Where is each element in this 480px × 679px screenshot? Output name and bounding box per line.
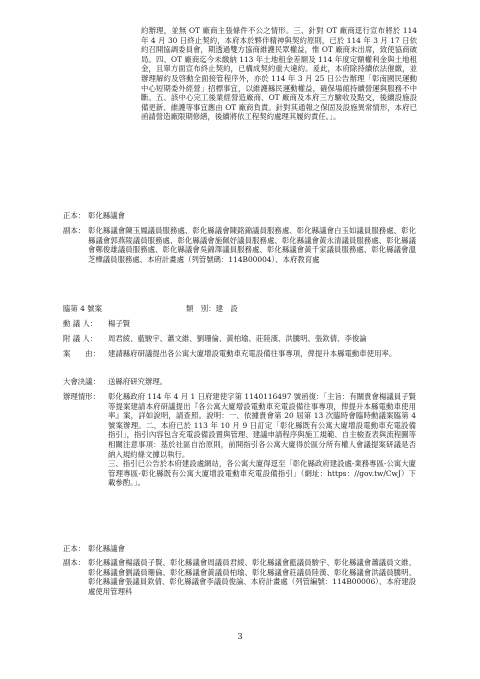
resolution-value: 送縣府研究辦理。 — [108, 377, 168, 386]
seconder-value: 周君綾、藍駿宇、蕭文維、劉珊倫、黃柏瑜、莊陸漢、洪騰明、張欽倩、李俊論 — [108, 334, 367, 343]
handling-label: 辦理情形： — [63, 392, 100, 401]
fuben-label: 副本： — [63, 226, 86, 235]
seconder-label: 附 議 人： — [63, 334, 98, 343]
handling-part-1: 彰化縣政府 114 年 4 月 1 日府建使字第 1140116497 號函復：「主旨：有關貴會楊議員子賢等提案建請本府研議提出『各公寓大廈增設電動車充電設備往事專項，俾提升本縣電動車使用率』案，詳如說明，請查照。說明：一、依據貴會第 20 屆第 13 次臨時會臨時動議案臨第 4 號案辦理。二、本府已於 113 年 10 月 9 日訂定「彰化縣既有公寓大廈增設電動車充電設備指引」，指引內容包含充電設備設置與管理、建議申請程序與施工規範、自主檢查表與流程圖等相關注意事項：基於社區自治原則，前開指引各公寓大廈得於區分所有權人會議提案研議是否納入規約條文據以執行。 — [108, 392, 416, 459]
previous-handling-text: 約辦理，並無 OT 廠商主張條件不公之情形。三、針對 OT 廠商逕行宣布將於 114 年 4 月 30 日終止契約，本府本於夥伴精神與契約原則，已於 114 年 3 月 17 日依約召開協調委員會，期透過雙方協商維護民眾權益，惟 OT 廠商未出席，致使協商破局。四、OT 廠商迄今未繳納 113 年土地租金差額及 114 年度定額權利金與土地租金，且單方面宣布終止契約，已構成契約重大違約。爰此，本府除持續依法催繳，並辦理解約及啓動全面接管程序外，亦於 114 年 3 月 25 日公告辦理「彰南國民運動中心短期委外經營」招標事宜，以維護縣民運動權益，確保場館持續營運與服務不中斷。五、該中心完工後業經營造廠商、OT 廠商及本府三方驗收及點交，後續設施設備更新、維護等事宜應由 OT 廠商負責。針對其通報之保固及設施異常情形，本府已函請營造廠限期修繕，後續將依工程契約處理其履約責任。」。 — [141, 26, 417, 122]
subject-label: 案 由： — [63, 349, 100, 358]
handling-value — [108, 392, 416, 488]
resolution-label: 大會決議： — [63, 377, 100, 386]
item-zhengben-label: 正本： — [63, 544, 86, 553]
subject-value: 建請縣府研議提出各公寓大廈增設電動車充電設備往事專項，俾提升本縣電動車使用率。 — [108, 349, 397, 358]
zhengben-label: 正本： — [63, 211, 86, 220]
fuben-value: 彰化縣議會陳玉鳳議員服務處、彰化縣議會陳銘錦議員服務處、彰化縣議會白玉如議員服務處、彰化縣議會郭燕陵議員服務處、彰化縣議會施佩妤議員服務處、彰化縣議會黃永清議員服務處、彰化縣議會鄭俊雄議員服務處、彰化縣議會吳錦澤議員服務處、彰化縣議會黃千家議員服務處、彰化縣議會溫芝樺議員服務處、本府計畫處（列管號碼：114B00004）、本府教育處 — [88, 226, 416, 264]
item-fuben-label: 副本： — [63, 558, 86, 567]
item-zhengben-value: 彰化縣議會 — [88, 544, 125, 553]
case-category: 類 別：建 設 — [186, 304, 238, 313]
case-number: 臨第 4 號案 — [63, 304, 102, 313]
mover-label: 動 議 人： — [63, 319, 98, 328]
zhengben-value: 彰化縣議會 — [88, 211, 125, 220]
mover-value: 楊子賢 — [108, 319, 131, 328]
handling-part-2: 三、指引已公告於本府建設處網站，各公寓大廈得逕至「彰化縣政府建設處-業務專區-公寓大廈管理專區-彰化縣既有公寓大廈增設電動車充電設備指引」（網址：https：//gov.tw/CwJ）下載參酌。」。 — [108, 459, 417, 488]
item-fuben-value: 彰化縣議會楊議員子賢、彰化縣議會周議員君綾、彰化縣議會藍議員駿宇、彰化縣議會蕭議員文維、彰化縣議會劉議員珊倫、彰化縣議會黃議員柏瑜、彰化縣議會莊議員陸漢、彰化縣議會洪議員騰明、彰化縣議會張議員欽倩、彰化縣議會李議員俊論、本府計畫處（列管編號：114B00006）、本府建設處使用管理科 — [88, 558, 416, 596]
page-number: 3 — [237, 632, 243, 641]
